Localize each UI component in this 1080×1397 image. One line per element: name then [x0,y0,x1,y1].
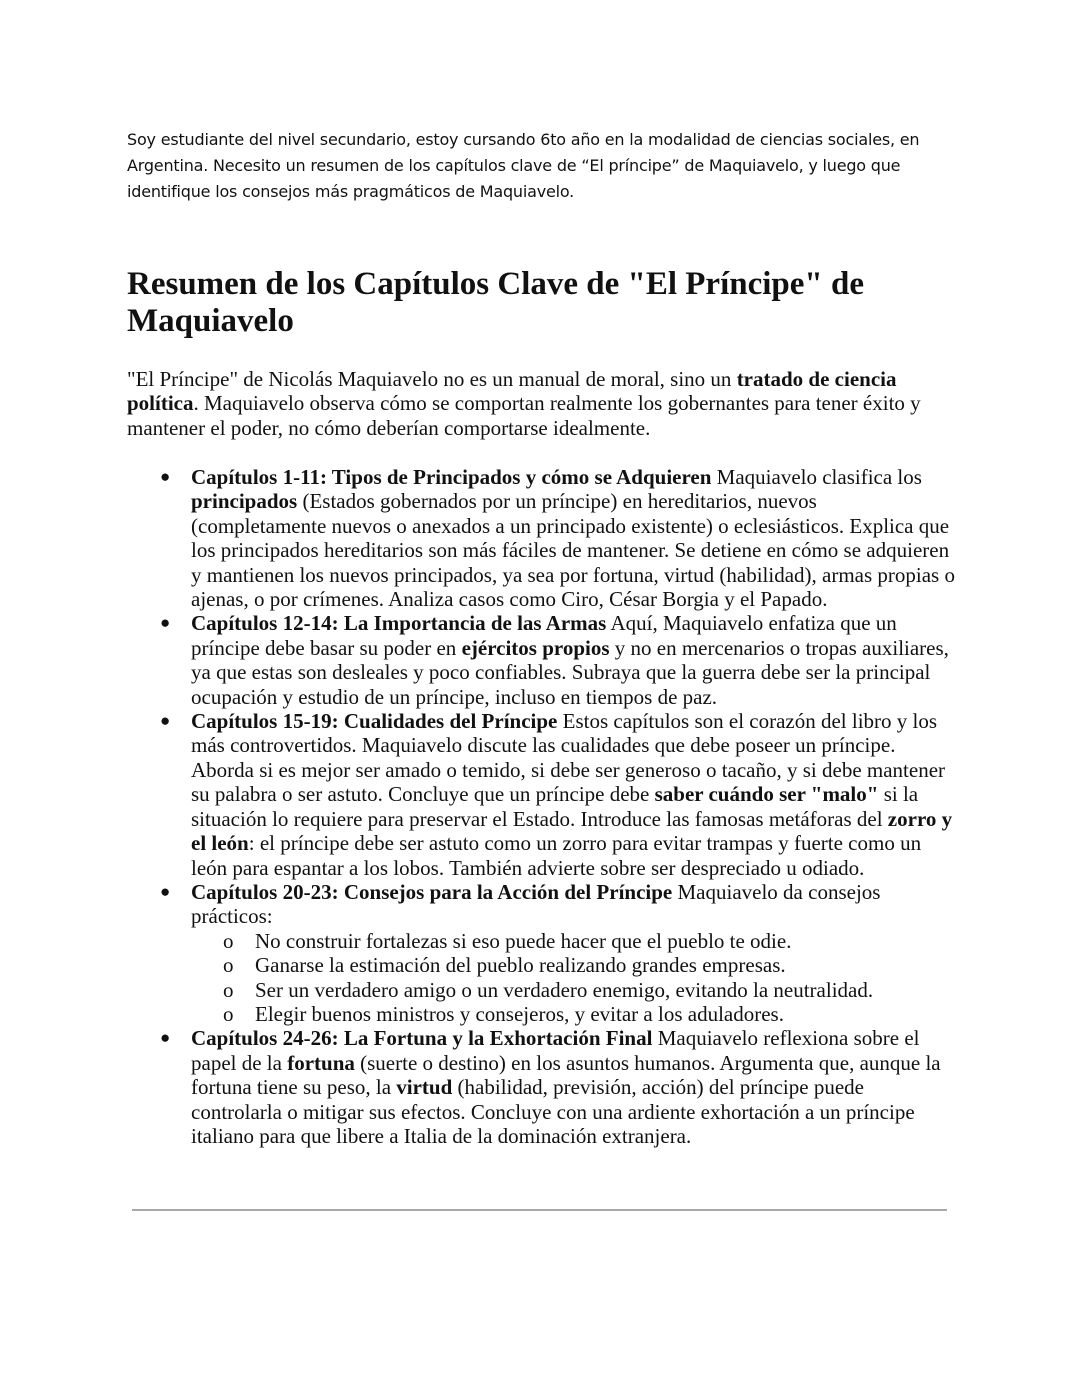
chapter-text: Aquí, Maquiavelo enfatiza que un príncipe debe basar su poder en [191,611,897,660]
circle-bullet-icon: o [223,928,234,953]
chapter-title: Capítulos 1-11: Tipos de Principados y cómo se Adquieren [191,465,712,489]
list-item [191,953,957,977]
chapter-text: (suerte o destino) en los asuntos humanos. Argumenta que, aunque la fortuna tiene su peso, la [191,1050,941,1100]
chapter-text: y no en mercenarios o tropas auxiliares, ya que estas son desleales y poco confiables. Subraya que la guerra debe ser la principal ocupación y estudio de un príncipe, incluso en tiempos de paz. [191,635,949,709]
chapter-title: Capítulos 20-23: Consejos para la Acción del Príncipe [191,879,673,904]
circle-bullet-icon: o [223,953,234,978]
chapter-bold: principados [191,489,298,514]
page-title: Resumen de los Capítulos Clave de "El Príncipe" de Maquiavelo [127,266,864,339]
sub-item-text: No construir fortalezas si eso puede hacer que el pueblo te odie. [255,928,792,953]
chapter-text: Maquiavelo da consejos prácticos: [191,879,881,929]
chapter-text: si la situación lo requiere para preservar el Estado. Introduce las famosas metáforas del [191,782,919,831]
advice-sublist [191,929,957,1027]
intro-text-1: "El Príncipe" de Nicolás Maquiavelo no es un manual de moral, sino un [127,367,737,391]
list-item [191,978,957,1002]
bullet-icon: ● [160,1028,171,1048]
user-prompt-text: Soy estudiante del nivel secundario, estoy cursando 6to año en la modalidad de ciencias sociales, en Argentina. Necesito un resumen de los capítulos clave de “El príncipe” de Maquiavelo, y luego que identifique los consejos más pragmáticos de Maquiavelo. [127,130,920,201]
chapter-bold: fortuna [287,1050,355,1075]
sub-item-text: Ganarse la estimación del pueblo realizando grandes empresas. [255,953,786,978]
chapter-title: Capítulos 15-19: Cualidades del Príncipe [191,709,558,734]
list-item [191,929,957,953]
sub-item-text: Elegir buenos ministros y consejeros, y evitar a los aduladores. [255,1001,784,1026]
intro-text-2: . Maquiavelo observa cómo se comportan realmente los gobernantes para tener éxito y mantener el poder, no cómo deberían comportarse idealmente. [127,391,921,440]
chapter-text: Maquiavelo clasifica los [711,465,922,489]
list-item-chapters-1-11 [127,465,957,611]
chapter-text: Estos capítulos son el corazón del libro y los más controvertidos. Maquiavelo discute las cualidades que debe poseer un príncipe. Aborda si es mejor ser amado o temido, si debe ser generoso o tacaño, y si debe mantener su palabra o ser astuto. Concluye que un príncipe debe [191,709,946,807]
list-item-chapters-12-14 [127,611,957,709]
bullet-icon: ● [160,467,171,486]
circle-bullet-icon: o [223,1001,234,1026]
chapter-title: Capítulos 24-26: La Fortuna y la Exhortación Final [191,1026,653,1051]
chapter-text: : el príncipe debe ser astuto como un zorro para evitar trampas y fuerte como un león para espantar a los lobos. También advierte sobre ser despreciado u odiado. [191,831,922,880]
list-item-chapters-15-19 [127,709,957,880]
chapter-bold: saber cuándo ser "malo" [654,782,879,807]
horizontal-divider [132,1209,947,1211]
chapter-title: Capítulos 12-14: La Importancia de las Armas [191,611,607,636]
circle-bullet-icon: o [223,977,234,1002]
chapter-text: (habilidad, previsión, acción) del príncipe puede controlarla o mitigar sus efectos. Concluye con una ardiente exhortación a un príncipe italiano para que libere a Italia de la dominación extranjera. [191,1075,915,1148]
list-item-chapters-20-23 [127,880,957,1026]
chapter-bold: zorro y el león [191,806,953,856]
bullet-icon: ● [160,711,171,731]
list-item-chapters-24-26 [127,1026,957,1148]
intro-paragraph [127,367,947,440]
list-item [191,1002,957,1026]
bullet-icon: ● [160,881,171,901]
chapter-text: (Estados gobernados por un príncipe) en hereditarios, nuevos (completamente nuevos o anexados a un principado existente) o eclesiásticos. Explica que los principados hereditarios son más fáciles de mantener. Se detiene en cómo se adquieren y mantienen los nuevos principados, ya sea por fortuna, virtud (habilidad), armas propias o ajenas, o por crímenes. Analiza casos como Ciro, César Borgia y el Papado. [191,489,955,612]
chapter-bold: virtud [396,1075,453,1100]
chapter-list [127,465,957,1148]
sub-item-text: Ser un verdadero amigo o un verdadero enemigo, evitando la neutralidad. [255,977,874,1002]
chapter-text: Maquiavelo reflexiona sobre el papel de la [191,1026,920,1075]
user-prompt [127,127,947,205]
chapter-bold: ejércitos propios [461,635,610,660]
bullet-icon: ● [160,613,171,633]
intro-bold-1: tratado de ciencia política [127,367,897,416]
